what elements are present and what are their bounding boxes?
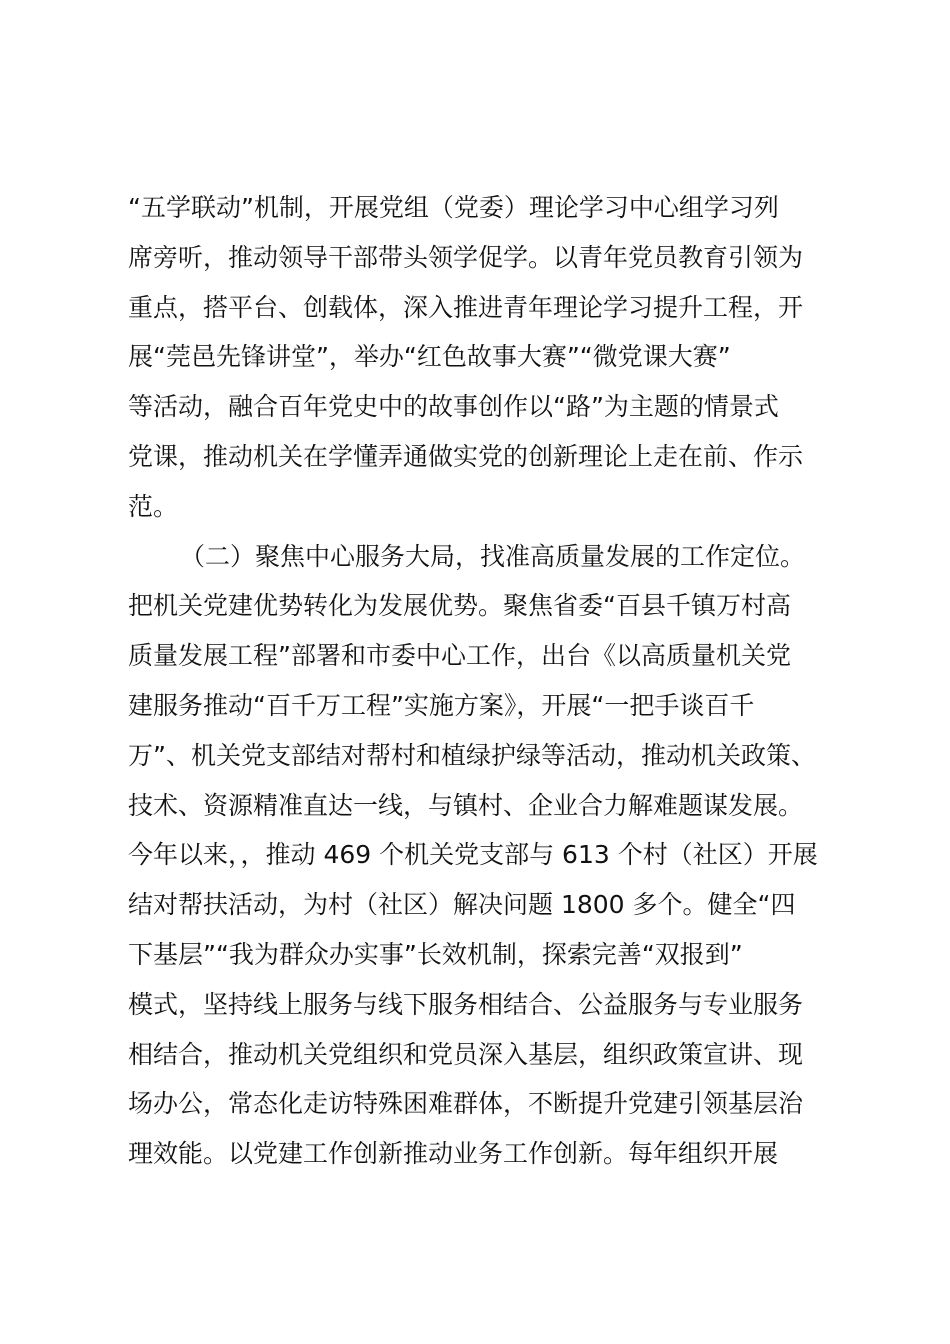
- text-line: 场办公，常态化走访特殊困难群体，不断提升党建引领基层治: [128, 1089, 804, 1119]
- text-line: 重点，搭平台、创载体，深入推进青年理论学习提升工程，开: [128, 292, 804, 322]
- text-line: 质量发展工程”部署和市委中心工作，出台《以高质量机关党: [128, 641, 791, 671]
- text-line: 万”、机关党支部结对帮村和植绿护绿等活动，推动机关政策、: [128, 740, 816, 770]
- text-line: 党课，推动机关在学懂弄通做实党的创新理论上走在前、作示: [128, 441, 804, 471]
- text-line: 展“莞邑先锋讲堂”，举办“红色故事大赛”“微党课大赛”: [128, 342, 731, 372]
- section-heading: （二）聚焦中心服务大局，找准高质量发展的工作定位。: [180, 541, 806, 571]
- text-line: 下基层”“我为群众办实事”长效机制，探索完善“双报到”: [128, 939, 743, 969]
- text-line: 把机关党建优势转化为发展优势。聚焦省委“百县千镇万村高: [128, 591, 791, 621]
- text-line: “五学联动”机制，开展党组（党委）理论学习中心组学习列: [128, 193, 779, 222]
- text-line: 相结合，推动机关党组织和党员深入基层，组织政策宣讲、现: [128, 1039, 804, 1069]
- text-line: 结对帮扶活动，为村（社区）解决问题 1800 多个。健全“四: [128, 890, 796, 920]
- body-text: [128, 183, 848, 1179]
- text-line: 范。: [128, 491, 179, 521]
- text-line: 技术、资源精准直达一线，与镇村、企业合力解难题谋发展。: [128, 790, 804, 820]
- text-line: 今年以来，，推动 469 个机关党支部与 613 个村（社区）开展: [128, 840, 818, 870]
- text-line: 等活动，融合百年党史中的故事创作以“路”为主题的情景式: [128, 392, 779, 422]
- text-line: 建服务推动“百千万工程”实施方案》，开展“一把手谈百千: [128, 690, 755, 720]
- text-line: 模式，坚持线上服务与线下服务相结合、公益服务与专业服务: [128, 989, 804, 1019]
- text-line: 席旁听，推动领导干部带头领学促学。以青年党员教育引领为: [128, 242, 804, 272]
- text-line: 理效能。以党建工作创新推动业务工作创新。每年组织开展: [128, 1139, 779, 1169]
